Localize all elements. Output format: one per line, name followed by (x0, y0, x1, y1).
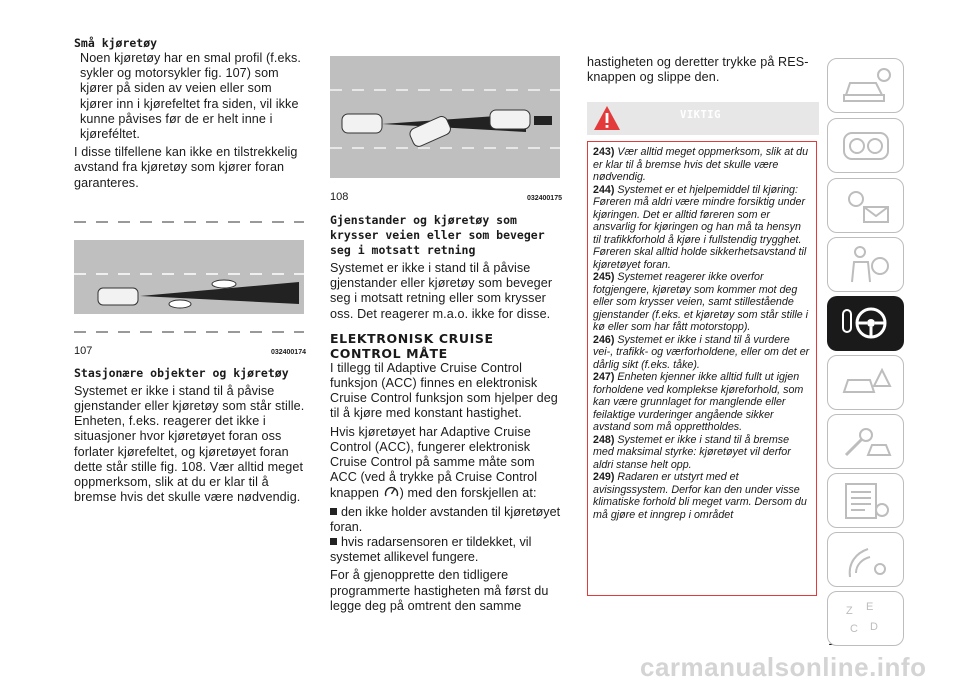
figure-number: 107 (74, 344, 93, 357)
figure-number: 108 (330, 191, 349, 203)
warning-item: 243) Vær alltid meget oppmerksom, slik at du er klar til å bremse hvis det skulle være nødvendig. (593, 146, 809, 183)
tab-specs[interactable] (827, 473, 904, 528)
paragraph: Systemet er ikke i stand til å påvise gjenstander eller kjøretøy som beveger seg i motsatt retning eller som krysser oss. Det reagerer m.a.o. ikke for disse. (330, 261, 553, 321)
svg-text:Z: Z (846, 605, 853, 617)
warning-item: 245) Systemet reagerer ikke overfor fotgjengere, kjøretøy som kommer mot deg eller som krysser veien, samt stillestående gjenstander (f.eks. et kjøretøy som står stille i kø eller som har fått motorstopp). (593, 271, 809, 333)
tab-multimedia[interactable] (827, 532, 904, 587)
column-right (587, 0, 819, 85)
tab-index[interactable] (827, 591, 904, 646)
tab-warnings[interactable] (827, 355, 904, 410)
tab-starting-driving[interactable] (827, 296, 904, 351)
warning-box (587, 141, 817, 596)
bullet-item: den ikke holder avstanden til kjøretøyet foran. (330, 504, 561, 534)
bullet-item: hvis radarsensoren er tildekket, vil systemet allikevel fungere. (330, 535, 532, 565)
section-heading: ELEKTRONISK CRUISE CONTROL MÅTE (330, 330, 494, 361)
tab-dashboard[interactable] (827, 118, 904, 173)
tab-lights[interactable] (827, 178, 904, 233)
paragraph-part: Hvis kjøretøyet har Adaptive Cruise Control (ACC), fungerer elektronisk Cruise Control på samme måte som ACC (ved å trykke på Cruise Control knappen (330, 424, 538, 501)
warning-item: 244) Systemet er et hjelpemiddel til kjøring: Føreren må aldri være mindre forsiktig under kjøringen. Det er alltid føreren som er ansvarlig for kjøringen og han må ta hensyn til trafikkforhold å kjøre i fullstendig trygghet. Føreren skal alltid holde sikkerhetsavstand til kjøretøyet foran. (593, 183, 807, 271)
tab-emergency[interactable] (827, 414, 904, 469)
svg-text:C: C (850, 623, 858, 635)
steering-key-icon (839, 302, 891, 344)
car-warning-icon (840, 362, 892, 404)
warning-item: 249) Radaren er utstyrt med et avisingssystem. Derfor kan den under visse klimatiske forhold bli meget varm. Dersom du må gjøre et inngrep i området (593, 471, 807, 521)
warning-triangle-icon (592, 104, 622, 132)
watermark: carmanualsonline.info (640, 652, 927, 682)
bullet-square-icon (330, 508, 337, 515)
car-info-icon (840, 65, 892, 107)
warning-item: 246) Systemet er ikke i stand til å vurdere vei-, trafikk- og værforholdene, eller om det er dårlig sikt (f.eks. tåke). (593, 333, 810, 371)
tab-car-info[interactable] (827, 58, 904, 113)
paragraph: Noen kjøretøy har en smal profil (f.eks. sykler og motorsykler fig. 107) som kjører på siden av veien eller som kjører inn i kjørefeltet fra siden, vil ikke kunne påvises før de er helt inne i kjøreféltet. (80, 51, 301, 142)
paragraph: Systemet er ikke i stand til å påvise gjenstander eller kjøretøy som står stille. Enheten, f.eks. reagerer det ikke i situasjoner hvor kjøretøyet foran oss forlater kjørefeltet, og kjøretøyet foran dette står stille fig. 108. Vær alltid meget oppmerksom, slik at du er klar til å bremse hvis det skulle være nødvendig. (74, 383, 305, 505)
warning-title: VIKTIG (680, 109, 721, 121)
paragraph-part: ) med den forskjellen at: (399, 486, 537, 501)
heading-crossing: Gjenstander og kjøretøy som krysser veien eller som beveger seg i motsatt retning (330, 213, 545, 257)
road-illustration-108 (330, 56, 560, 184)
cruise-control-icon (384, 485, 399, 499)
figure-code: 032400174 (270, 348, 306, 356)
column-middle (330, 0, 562, 614)
bullet-square-icon (330, 538, 337, 545)
specs-list-icon (840, 480, 892, 522)
heading-stationary: Stasjonære objekter og kjøretøy (74, 365, 289, 380)
dashboard-icon (840, 125, 892, 167)
figure-108 (330, 56, 562, 203)
lights-mail-icon (840, 185, 892, 227)
tab-safety[interactable] (827, 237, 904, 292)
multimedia-icon (840, 539, 892, 581)
wrench-car-icon (840, 421, 892, 463)
warning-item: 247) Enheten kjenner ikke alltid fullt ut igjen forholdene ved komplekse kjøreforhold, som kan være grunnlaget for manglende eller feilaktige vurderinger angående sikker avstand som må opprettholdes. (593, 371, 804, 433)
paragraph: I tillegg til Adaptive Cruise Control funksjon (ACC) finnes en elektronisk Cruise Control funksjon som hjelper deg til å kjøre med konstant hastighet. (330, 360, 558, 421)
paragraph: I disse tilfellene kan ikke en tilstrekkelig avstand fra kjøretøy som kjører foran garanteres. (74, 145, 298, 190)
svg-text:D: D (870, 621, 878, 633)
figure-code: 032400175 (526, 195, 562, 202)
svg-text:E: E (866, 601, 874, 613)
figure-caption (330, 191, 562, 203)
heading-small-vehicles: Små kjøretøy (74, 36, 158, 50)
column-left (74, 0, 306, 505)
road-illustration-107 (74, 208, 304, 338)
index-letters-icon (840, 598, 892, 640)
paragraph (330, 425, 562, 502)
paragraph: hastigheten og deretter trykke på RES-knappen og slippe den. (587, 55, 809, 85)
figure-caption (74, 345, 306, 357)
warning-item: 248) Systemet er ikke i stand til å bremse med maksimal styrke: kjøretøyet vil derfor aldri stanse helt opp. (593, 433, 791, 471)
paragraph: For å gjenopprette den tidligere programmerte hastigheten må først du legge deg på omtrent den samme (330, 568, 549, 613)
seatbelt-airbag-icon (840, 244, 892, 286)
figure-107 (74, 208, 306, 357)
